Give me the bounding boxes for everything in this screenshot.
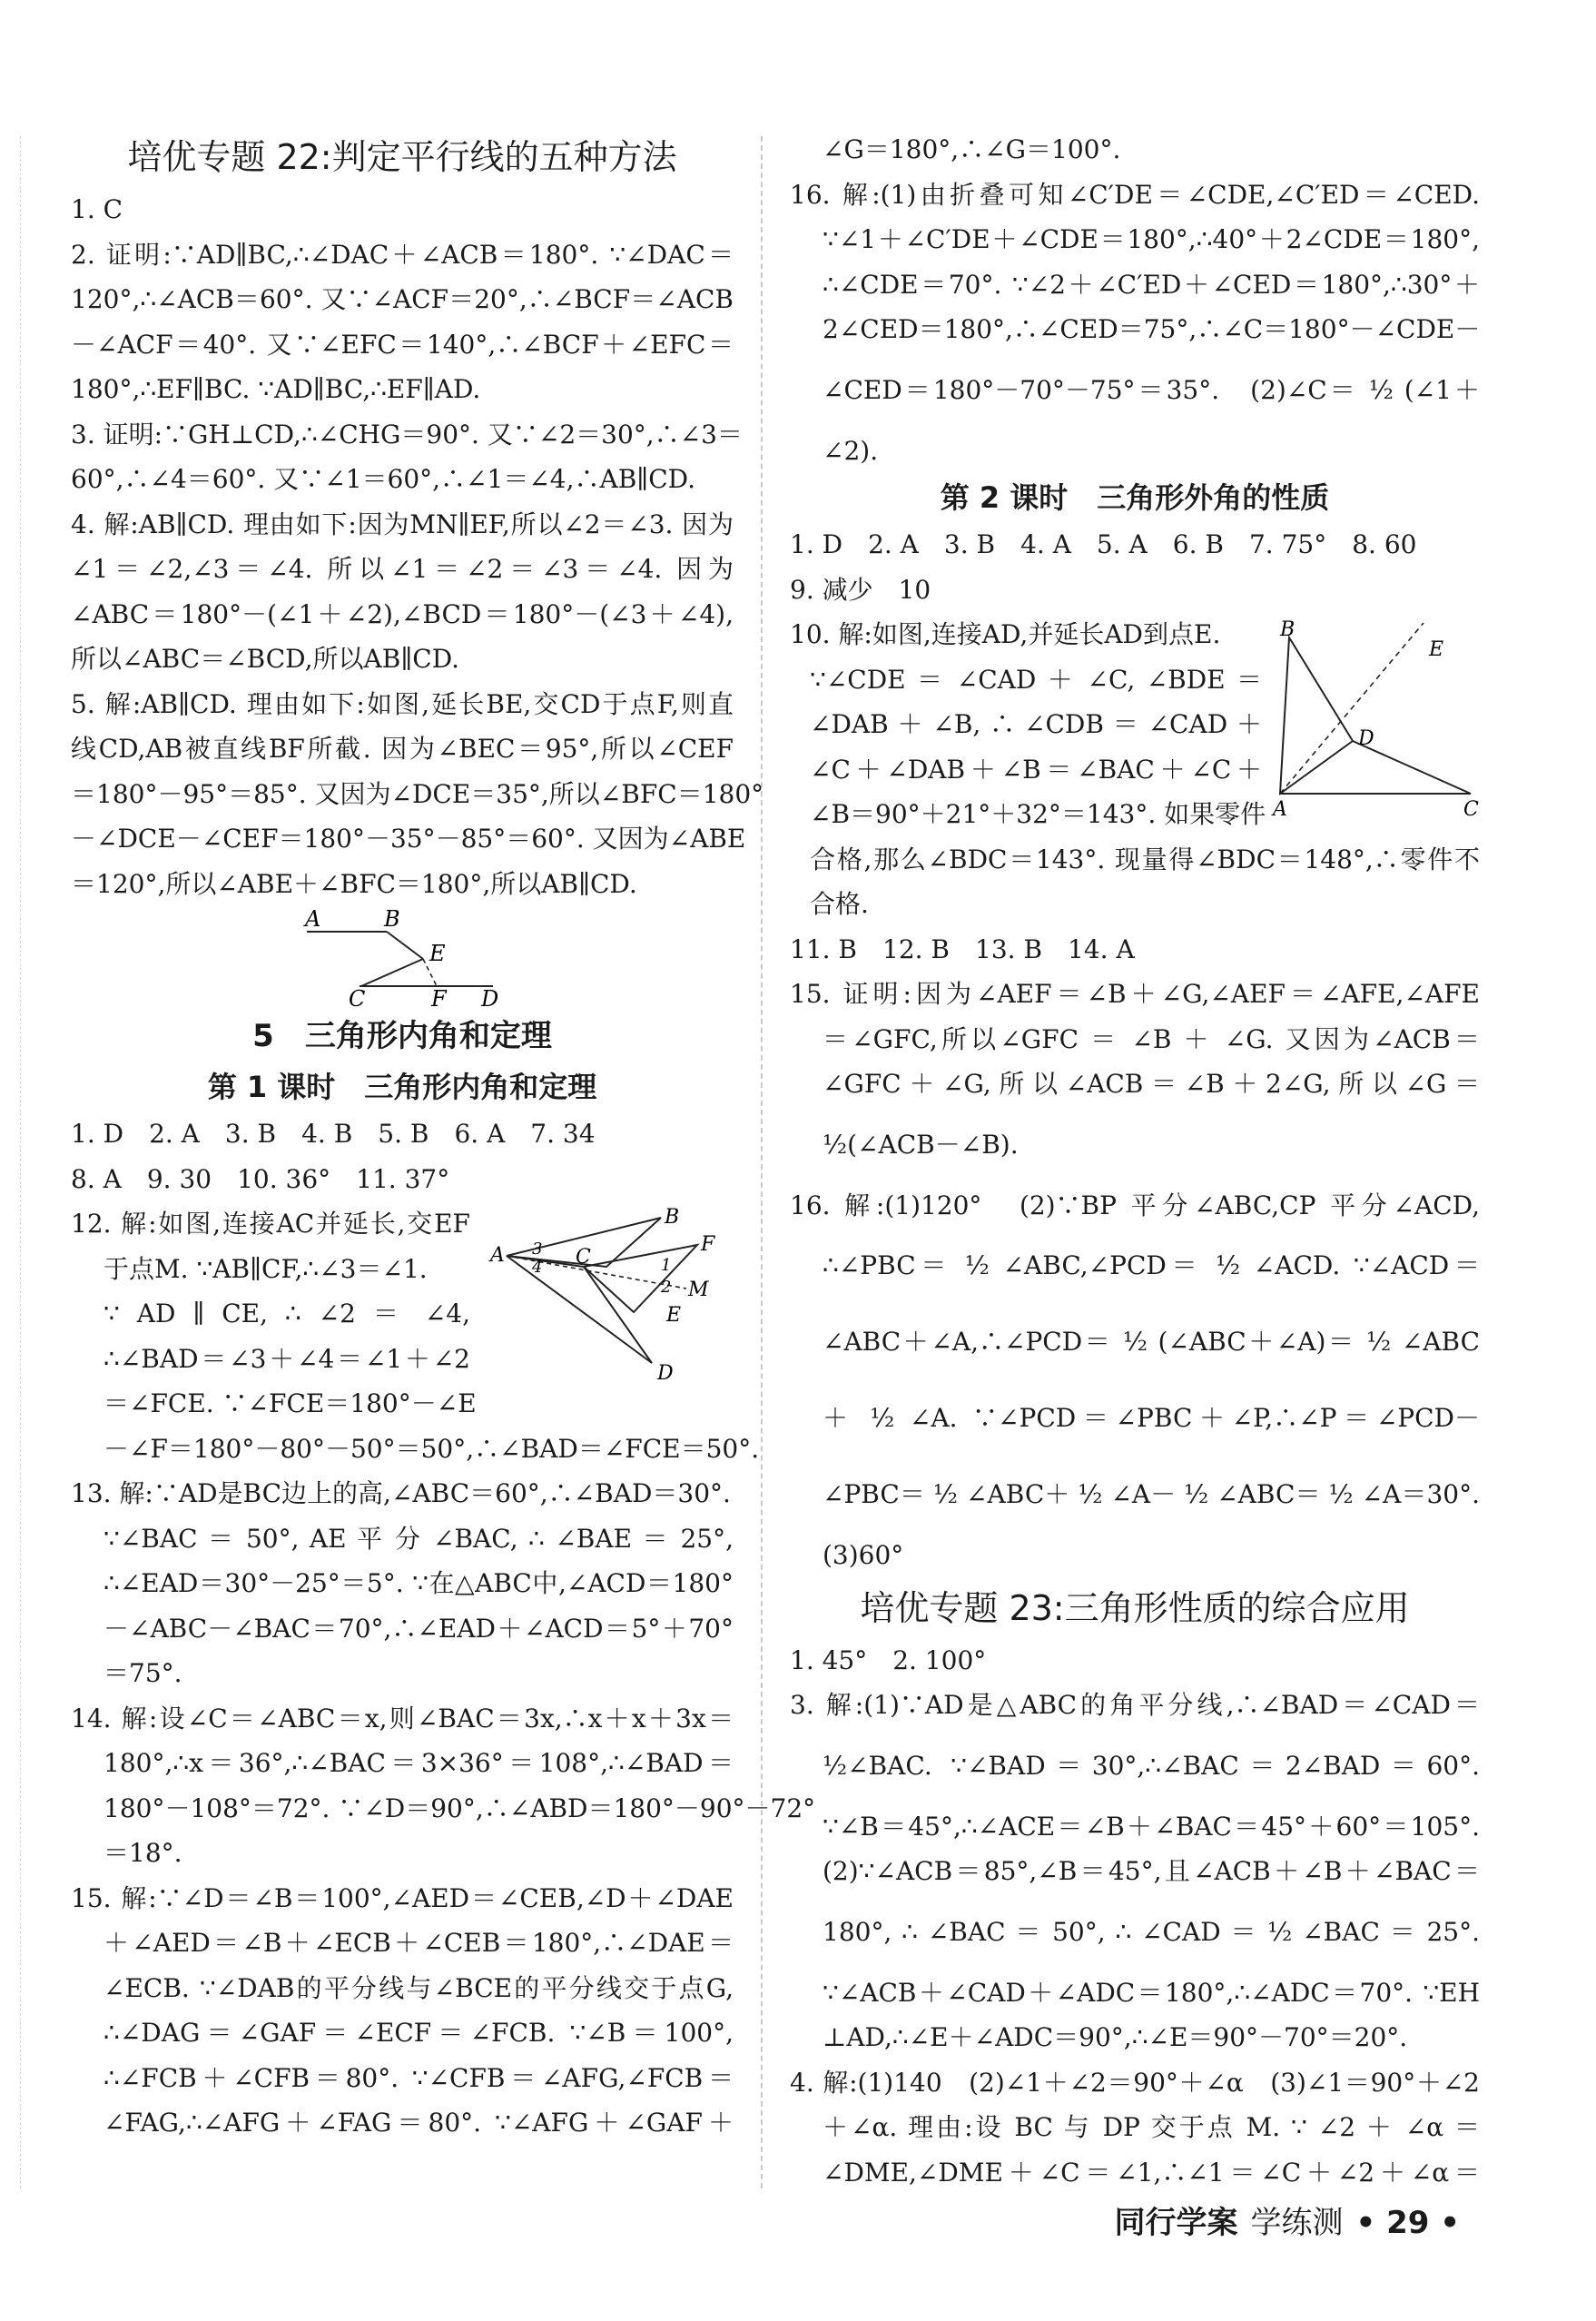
answer-line: 11. B 12. B 13. B 14. A	[790, 933, 1135, 964]
right-column	[790, 127, 1480, 2195]
answer-line: 4. 解:(1)140 (2)∠1＋∠2＝90°＋∠α (3)∠1＝90°＋∠2	[790, 2067, 1480, 2098]
fig10-label-c: C	[1463, 798, 1479, 821]
fig12-angle-1: 1	[661, 1256, 672, 1275]
answer-line: 120°,∴∠ACB＝60°. 又∵∠ACF＝20°,∴∠BCF＝∠ACB	[71, 284, 734, 314]
answer-line: ∠ABC＝180°－(∠1＋∠2),∠BCD＝180°－(∠3＋∠4),	[71, 598, 734, 629]
lesson-2-title: 第 2 课时 三角形外角的性质	[940, 480, 1330, 515]
answer-line: ∵∠ACB＋∠CAD＋∠ADC＝180°,∴∠ADC＝70°. ∵EH	[823, 1977, 1480, 2008]
answer-line: 4. 解:AB∥CD. 理由如下:因为MN∥EF,所以∠2＝∠3. 因为	[71, 509, 734, 539]
fig12-label-c: C	[576, 1246, 591, 1269]
fig12-label-e: E	[666, 1304, 682, 1327]
answer-line: ＝18°.	[103, 1838, 182, 1868]
answer-line: 180°－108°＝72°. ∵∠D＝90°,∴∠ABD＝180°－90°－72°	[103, 1793, 816, 1823]
answer-line: 所以∠ABC＝∠BCD,所以AB∥CD.	[71, 644, 460, 674]
answer-line: 10. 解:如图,连接AD,并延长AD到点E.	[790, 619, 1221, 649]
answer-line: －∠F＝180°－80°－50°＝50°,∴∠BAD＝∠FCE＝50°.	[103, 1433, 760, 1464]
answer-line: ½(∠ACB－∠B).	[823, 1129, 1019, 1160]
answer-line: ⊥AD,∴∠E＋∠ADC＝90°,∴∠E＝90°－70°＝20°.	[823, 2022, 1408, 2052]
answer-line: 8. A 9. 30 10. 36° 11. 37°	[71, 1163, 450, 1194]
q10-block	[790, 612, 1480, 927]
answer-line: ∠FAG,∴∠AFG＋∠FAG＝80°. ∵∠AFG＋∠GAF＋	[103, 2108, 734, 2138]
answers-block-rd	[790, 1638, 1480, 2196]
answer-line: ∠C＋∠DAB＋∠B＝∠BAC＋∠C＋	[810, 754, 1262, 785]
answer-line: ＋∠AED＝∠B＋∠ECB＋∠CEB＝180°,∴∠DAE＝	[103, 1928, 734, 1958]
answer-line: 13. 解:∵AD是BC边上的高,∠ABC＝60°,∴∠BAD＝30°.	[71, 1478, 731, 1508]
answer-line: 180°,∴x＝36°,∴∠BAC＝3×36°＝108°,∴∠BAD＝	[103, 1748, 734, 1778]
left-column	[71, 127, 816, 2146]
page-footer	[1115, 2198, 1460, 2242]
answer-line: 180°,∴EF∥BC. ∵AD∥BC,∴EF∥AD.	[71, 374, 481, 404]
answer-line: 5. 解:AB∥CD. 理由如下:如图,延长BE,交CD于点F,则直	[71, 688, 734, 719]
answer-line: ＝∠GFC,所以∠GFC ＝ ∠B ＋ ∠G. 又因为∠ACB＝	[823, 1023, 1480, 1054]
fig10-label-e: E	[1429, 638, 1444, 661]
answer-line: 1. D 2. A 3. B 4. A 5. A 6. B 7. 75° 8. 60	[790, 529, 1417, 559]
figure-q5	[71, 906, 734, 1012]
answer-line: 1. D 2. A 3. B 4. B 5. B 6. A 7. 34	[71, 1119, 596, 1149]
fig10-label-d: D	[1358, 727, 1374, 750]
answer-line: ∵∠BAC ＝ 50°, AE 平 分 ∠BAC, ∴ ∠BAE ＝ 25°,	[103, 1523, 734, 1554]
fig12-label-m: M	[688, 1279, 709, 1301]
answer-line: ∴∠DAG＝∠GAF＝∠ECF＝∠FCB. ∵∠B＝100°,	[103, 2018, 734, 2048]
answer-line: ∴∠PBC＝ ½ ∠ABC,∠PCD＝ ½ ∠ACD. ∵∠ACD＝	[823, 1250, 1480, 1280]
answer-line: 9. 减少 10	[790, 574, 931, 605]
answer-line: 合格,那么∠BDC＝143°. 现量得∠BDC＝148°,∴零件不	[810, 844, 1480, 874]
answer-line: ∵∠CDE ＝ ∠CAD ＋ ∠C, ∠BDE ＝	[810, 664, 1262, 695]
answer-line: ＋∠α. 理由:设 BC 与 DP 交于点 M. ∵ ∠2 ＋ ∠α ＝	[823, 2112, 1480, 2142]
answer-line: 12. 解:如图,连接AC并延长,交EF	[71, 1209, 470, 1239]
answer-line: ∠ABC＋∠A,∴∠PCD＝ ½ (∠ABC＋∠A)＝ ½ ∠ABC	[823, 1327, 1480, 1357]
answer-line: 180°, ∴ ∠BAC ＝ 50°, ∴ ∠CAD ＝ ½ ∠BAC ＝ 25°.	[823, 1916, 1480, 1947]
answer-line: 15. 证明:因为∠AEF＝∠B＋∠G,∠AEF＝∠AFE,∠AFE	[790, 979, 1480, 1009]
answer-line: 60°,∴∠4＝60°. 又∵∠1＝60°,∴∠1＝∠4,∴AB∥CD.	[71, 464, 695, 494]
section-title-22: 培优专题 22:判定平行线的五种方法	[127, 137, 677, 177]
answer-line: －∠DCE－∠CEF＝180°－35°－85°＝60°. 又因为∠ABE	[71, 824, 746, 854]
column-divider	[761, 136, 763, 2188]
answer-line: ∴∠BAD＝∠3＋∠4＝∠1＋∠2	[103, 1343, 470, 1374]
answer-line: ∠CED＝180°－70°－75°＝35°. (2)∠C＝ ½ (∠1＋	[823, 374, 1480, 405]
figure-q12	[479, 1201, 734, 1383]
answer-line: (3)60°	[823, 1540, 904, 1570]
section-5-title: 5 三角形内角和定理	[252, 1018, 552, 1054]
fig10-label-a: A	[1273, 798, 1287, 821]
answer-line: 合格.	[810, 889, 869, 919]
answer-line: ∠ECB. ∵∠DAB的平分线与∠BCE的平分线交于点G,	[103, 1972, 734, 2003]
fig5-label-c: C	[349, 986, 366, 1012]
answer-line: ∴∠CDE＝70°. ∵∠2＋∠C′ED＋∠CED＝180°,∴30°＋	[823, 269, 1480, 300]
footer-subtitle: 学练测	[1250, 2205, 1344, 2241]
fig12-label-f: F	[701, 1233, 715, 1256]
fig10-label-b: B	[1280, 618, 1296, 641]
answers-block-rc	[790, 927, 1480, 1578]
answer-line: ＝∠FCE. ∵∠FCE＝180°－∠E	[103, 1388, 477, 1418]
answer-line: －∠ACF＝40°. 又∵∠EFC＝140°,∴∠BCF＋∠EFC＝	[71, 329, 734, 360]
answer-line: ∠1＝∠2,∠3＝∠4. 所以∠1＝∠2＝∠3＝∠4. 因为	[71, 554, 734, 584]
answer-line: 线CD,AB被直线BF所截. 因为∠BEC＝95°,所以∠CEF	[71, 734, 734, 764]
answer-line: 于点M. ∵AB∥CF,∴∠3＝∠1.	[103, 1253, 428, 1284]
fig5-label-b: B	[384, 906, 400, 932]
answer-line: ＝180°－95°＝85°. 又因为∠DCE＝35°,所以∠BFC＝180°	[71, 778, 764, 809]
answer-line: ∠GFC＋∠G,所以∠ACB＝∠B＋2∠G,所以∠G＝	[823, 1069, 1480, 1099]
fig12-angle-3: 3	[532, 1240, 543, 1259]
answer-line: ∠2).	[823, 435, 879, 466]
answer-line: 14. 解:设∠C＝∠ABC＝x,则∠BAC＝3x,∴x＋x＋3x＝	[71, 1703, 734, 1733]
answer-line: ∠DME,∠DME＋∠C＝∠1,∴∠1＝∠C＋∠2＋∠α＝	[823, 2157, 1480, 2188]
section-title-23: 培优专题 23:三角形性质的综合应用	[860, 1587, 1410, 1628]
fig5-label-f: F	[431, 986, 447, 1012]
answer-line: ∴∠EAD＝30°－25°＝5°. ∵在△ABC中,∠ACD＝180°	[103, 1568, 734, 1598]
fig12-angle-2: 2	[661, 1278, 672, 1297]
answer-line: 16. 解:(1)120° (2)∵BP 平分∠ABC,CP 平分∠ACD,	[790, 1190, 1480, 1220]
answer-line: 15. 解:∵∠D＝∠B＝100°,∠AED＝∠CEB,∠D＋∠DAE	[71, 1882, 734, 1913]
answer-line: ∠PBC＝ ½ ∠ABC＋ ½ ∠A－ ½ ∠ABC＝ ½ ∠A＝30°.	[823, 1479, 1480, 1509]
fig12-label-a: A	[490, 1244, 505, 1267]
answer-line: ½∠BAC. ∵∠BAD＝30°,∴∠BAC＝2∠BAD＝60°.	[823, 1750, 1480, 1781]
answers-block-a	[71, 187, 764, 906]
answer-line: ∴∠FCB＋∠CFB＝80°. ∵∠CFB＝∠AFG,∠FCB＝	[103, 2062, 734, 2093]
answer-line: 2. 证明:∵AD∥BC,∴∠DAC＋∠ACB＝180°. ∵∠DAC＝	[71, 239, 734, 270]
answer-line: 3. 解:(1)∵AD是△ABC的角平分线,∴∠BAD＝∠CAD＝	[790, 1690, 1480, 1720]
answer-line: 2∠CED＝180°,∴∠CED＝75°,∴∠C＝180°－∠CDE－	[823, 314, 1481, 344]
q12-block	[71, 1201, 760, 1471]
fig5-label-e: E	[429, 941, 446, 966]
footer-brand: 同行学案	[1114, 2205, 1238, 2241]
answer-line: 1. C	[71, 194, 123, 224]
figure-q10	[1271, 612, 1480, 821]
lesson-1-title: 第 1 课时 三角形内角和定理	[207, 1070, 597, 1104]
answers-block-c	[71, 1471, 816, 2146]
answer-line: 16. 解:(1)由折叠可知∠C′DE＝∠CDE,∠C′ED＝∠CED.	[790, 179, 1480, 210]
answer-line: ∵∠B＝45°,∴∠ACE＝∠B＋∠BAC＝45°＋60°＝105°.	[823, 1811, 1480, 1842]
answer-line: ∠DAB ＋ ∠B, ∴ ∠CDB ＝ ∠CAD ＋	[810, 709, 1262, 739]
fig5-label-d: D	[481, 986, 499, 1012]
fig12-angle-4: 4	[532, 1258, 543, 1277]
answer-line: 3. 证明:∵GH⊥CD,∴∠CHG＝90°. 又∵∠2＝30°,∴∠3＝	[71, 419, 743, 449]
answer-line: ＝120°,所以∠ABE＋∠BFC＝180°,所以AB∥CD.	[71, 868, 637, 899]
left-margin-line	[20, 136, 21, 2188]
page-number: • 29 •	[1355, 2205, 1460, 2241]
answer-line: (2)∵∠ACB＝85°,∠B＝45°,且∠ACB＋∠B＋∠BAC＝	[823, 1856, 1480, 1886]
answer-line: ∠G＝180°,∴∠G＝100°.	[823, 134, 1121, 164]
fig12-label-b: B	[665, 1206, 680, 1229]
fig12-label-d: D	[657, 1362, 674, 1385]
answer-line: ＋ ½ ∠A. ∵∠PCD＝∠PBC＋∠P,∴∠P＝∠PCD－	[823, 1403, 1480, 1433]
answer-line: ∠B＝90°＋21°＋32°＝143°. 如果零件	[810, 799, 1266, 829]
answer-line: ∵∠1＋∠C′DE＋∠CDE＝180°,∴40°＋2∠CDE＝180°,	[823, 224, 1480, 254]
answer-line: －∠ABC－∠BAC＝70°,∴∠EAD＋∠ACD＝5°＋70°	[103, 1613, 734, 1644]
answer-line: ∵ AD ∥ CE, ∴ ∠2 ＝ ∠4,	[103, 1299, 470, 1328]
fig5-label-a: A	[305, 906, 321, 932]
answer-line: 1. 45° 2. 100°	[790, 1644, 987, 1675]
answer-line: ＝75°.	[103, 1658, 182, 1688]
